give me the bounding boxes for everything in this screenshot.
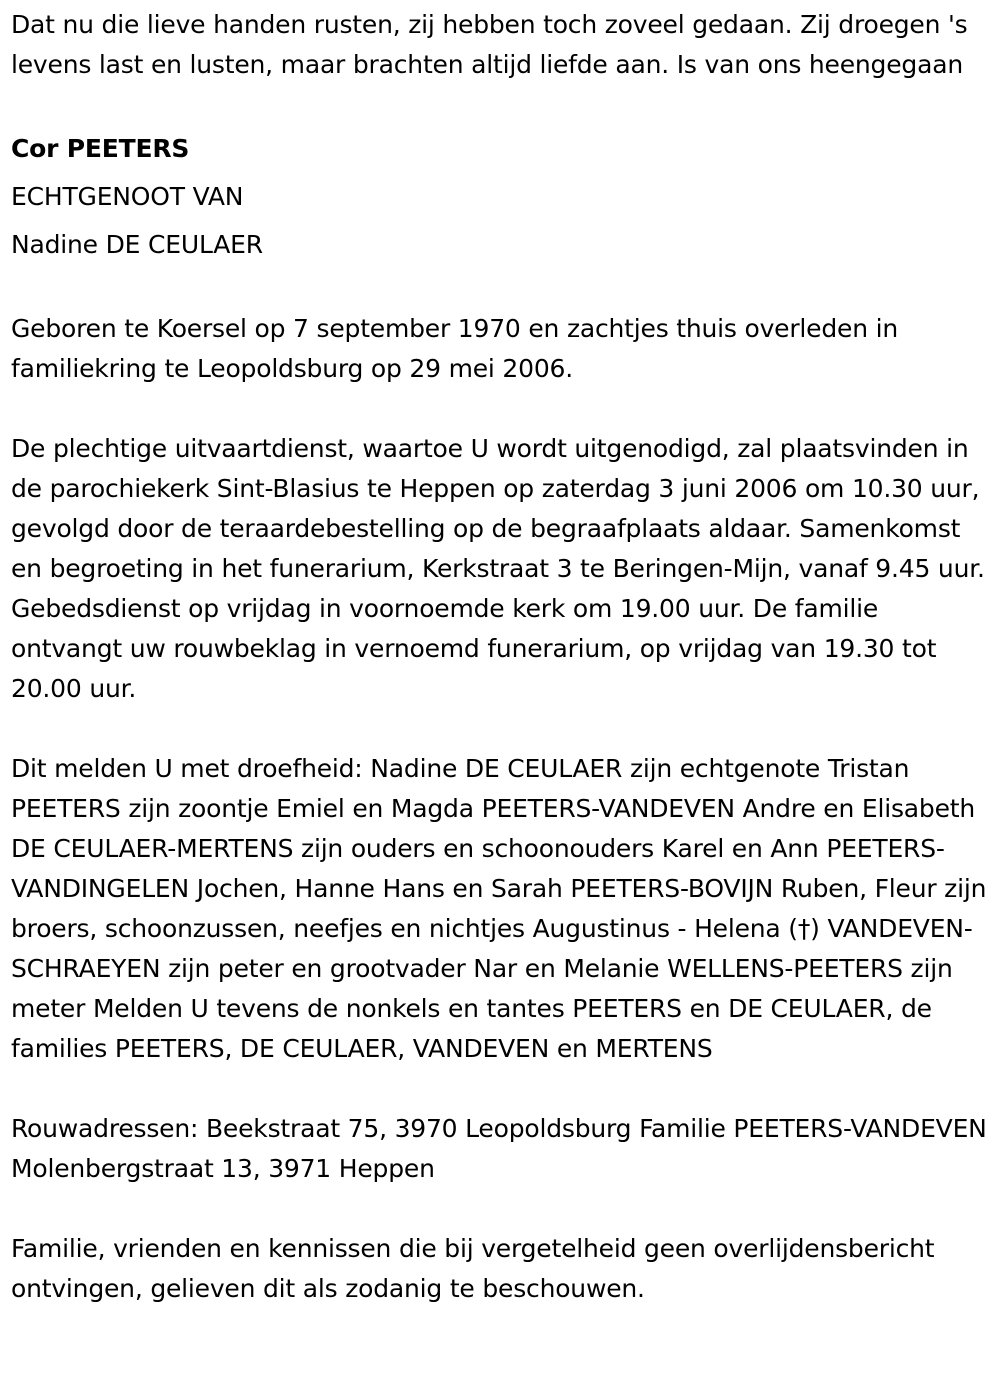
partner-name: Nadine DE CEULAER	[11, 230, 263, 259]
birth-death-paragraph: Geboren te Koersel op 7 september 1970 en zachtjes thuis overleden in familiekring te Leopoldsburg op 29 mei 2006.	[11, 314, 898, 383]
family-announcement-paragraph: Dit melden U met droefheid: Nadine DE CEULAER zijn echtgenote Tristan PEETERS zijn zoontje Emiel en Magda PEETERS-VANDEVEN Andre en Elisabeth DE CEULAER-MERTENS zijn ouders en schoonouders Karel en Ann PEETERS-VANDINGELEN Jochen, Hanne Hans en Sarah PEETERS-BOVIJN Ruben, Fleur zijn broers, schoonzussen, neefjes en nichtjes Augustinus - Helena (†) VANDEVEN-SCHRAEYEN zijn peter en grootvader Nar en Melanie WELLENS-PEETERS zijn meter Melden U tevens de nonkels en tantes PEETERS en DE CEULAER, de families PEETERS, DE CEULAER, VANDEVEN en MERTENS	[11, 754, 987, 1063]
obituary-document	[11, 5, 993, 1309]
funeral-service-paragraph: De plechtige uitvaartdienst, waartoe U wordt uitgenodigd, zal plaatsvinden in de parochiekerk Sint-Blasius te Heppen op zaterdag 3 juni 2006 om 10.30 uur, gevolgd door de teraardebestelling op de begraafplaats aldaar. Samenkomst en begroeting in het funerarium, Kerkstraat 3 te Beringen-Mijn, vanaf 9.45 uur. Gebedsdienst op vrijdag in voornoemde kerk om 19.00 uur. De familie ontvangt uw rouwbeklag in vernoemd funerarium, op vrijdag van 19.30 tot 20.00 uur.	[11, 434, 985, 703]
condolence-addresses-paragraph: Rouwadressen: Beekstraat 75, 3970 Leopoldsburg Familie PEETERS-VANDEVEN Molenbergstraat 13, 3971 Heppen	[11, 1114, 987, 1183]
closing-note-paragraph: Familie, vrienden en kennissen die bij vergetelheid geen overlijdensbericht ontvingen, gelieven dit als zodanig te beschouwen.	[11, 1234, 935, 1303]
deceased-name: Cor PEETERS	[11, 134, 190, 163]
intro-verse: Dat nu die lieve handen rusten, zij hebben toch zoveel gedaan. Zij droegen 's levens last en lusten, maar brachten altijd liefde aan. Is van ons heengegaan	[11, 10, 968, 79]
relation-label: ECHTGENOOT VAN	[11, 182, 244, 211]
